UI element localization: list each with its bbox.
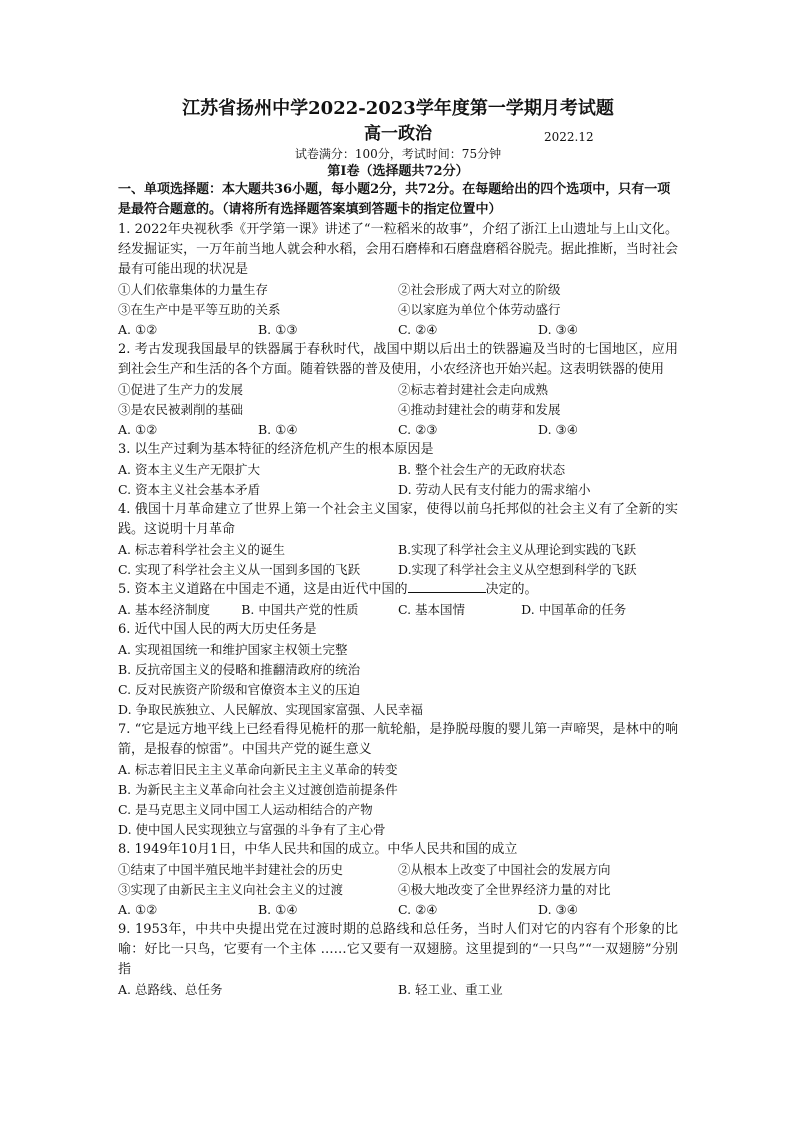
option-c: C. 基本国情	[397, 602, 466, 617]
question-stem: 7. “它是远方地平线上已经看得见桅杆的那一航轮船，是挣脱母腹的婴儿第一声啼哭，是林中的响箭，是报春的惊雷”。中国共产党的诞生意义	[118, 722, 678, 757]
statement: ②社会形成了两大对立的阶级	[398, 282, 561, 297]
question-stem: 8. 1949年10月1日，中华人民共和国的成立。中华人民共和国的成立	[118, 842, 518, 857]
option-c: C. 是马克思主义同中国工人运动相结合的产物	[118, 802, 373, 817]
statement: ④推动封建社会的萌芽和发展	[398, 402, 561, 417]
statement: ④极大地改变了全世界经济力量的对比	[398, 882, 611, 897]
option-d: D. ③④	[538, 902, 578, 917]
statement: ②从根本上改变了中国社会的发展方向	[398, 862, 611, 877]
option-d: D. 中国革命的任务	[521, 602, 627, 617]
option-a: A. 标志着旧民主主义革命向新民主主义革命的转变	[118, 762, 398, 777]
option-row	[118, 460, 678, 480]
statement: ③在生产中是平等互助的关系	[118, 302, 281, 317]
option-b: B. ①③	[258, 322, 298, 337]
option-a: A. ①②	[118, 422, 158, 437]
statement-row	[118, 300, 678, 320]
question-stem: 2. 考古发现我国最早的铁器属于春秋时代，战国中期以后出土的铁器遍及当时的七国地区，应用到社会生产和生活的各个方面。随着铁器的普及使用，小农经济也开始兴起。这表明铁器的使用	[118, 342, 678, 377]
option-b: B. 轻工业、重工业	[398, 982, 503, 997]
option-row	[118, 980, 678, 1000]
statement-row	[118, 860, 678, 880]
option-d: D. ③④	[538, 322, 578, 337]
option-b: B. 中国共产党的性质	[241, 602, 359, 617]
statement-row	[118, 380, 678, 400]
question-8	[118, 840, 678, 920]
option-a: A. 标志着科学社会主义的诞生	[118, 542, 285, 557]
option-a: A. ①②	[118, 902, 158, 917]
stem-before-blank: 5. 资本主义道路在中国走不通，这是由近代中国的	[118, 582, 408, 597]
option-d: D. 争取民族独立、人民解放、实现国家富强、人民幸福	[118, 702, 424, 717]
question-stem: 6. 近代中国人民的两大历史任务是	[118, 622, 317, 637]
option-b: B. 整个社会生产的无政府状态	[398, 462, 566, 477]
question-stem	[118, 580, 678, 600]
statement: ①人们依靠集体的力量生存	[118, 282, 269, 297]
option-row	[118, 540, 678, 560]
option-c: C. 资本主义社会基本矛盾	[118, 482, 261, 497]
question-4	[118, 500, 678, 580]
statement: ①促进了生产力的发展	[118, 382, 244, 397]
option-b: B. ①④	[258, 422, 298, 437]
statement: ③是农民被剥削的基础	[118, 402, 244, 417]
statement-row	[118, 400, 678, 420]
question-stem: 3. 以生产过剩为基本特征的经济危机产生的根本原因是	[118, 442, 434, 457]
option-d: D. 使中国人民实现独立与富强的斗争有了主心骨	[118, 822, 386, 837]
question-9	[118, 920, 678, 1000]
option-c: C. ②③	[398, 422, 438, 437]
option-row	[118, 560, 678, 580]
option-row	[118, 420, 678, 440]
option-d: D. 劳动人民有支付能力的需求缩小	[398, 482, 591, 497]
answer-blank	[408, 580, 486, 593]
option-c: C. ②④	[398, 322, 438, 337]
option-c: C. ②④	[398, 902, 438, 917]
statement: ①结束了中国半殖民地半封建社会的历史	[118, 862, 344, 877]
statement: ④以家庭为单位个体劳动盛行	[398, 302, 561, 317]
option-a: A. 总路线、总任务	[118, 982, 223, 997]
exam-subject: 高一政治	[364, 124, 432, 144]
option-d: D.实现了科学社会主义从空想到科学的飞跃	[398, 562, 637, 577]
option-a: A. 基本经济制度	[118, 602, 210, 617]
option-row	[118, 320, 678, 340]
option-row	[118, 600, 678, 620]
statement: ②标志着封建社会走向成熟	[398, 382, 549, 397]
question-7	[118, 720, 678, 840]
section-heading: 一、单项选择题：本大题共36小题，每小题2分，共72分。在每题给出的四个选项中，只有一项是最符合题意的。（请将所有选择题答案填到答题卡的指定位置中）	[118, 182, 671, 217]
exam-title: 江苏省扬州中学2022-2023学年度第一学期月考试题	[182, 98, 614, 119]
exam-content	[118, 96, 678, 1000]
stem-after-blank: 决定的。	[485, 582, 538, 597]
part-title: 第Ⅰ卷（选择题共72分）	[327, 164, 469, 179]
option-a: A. ①②	[118, 322, 158, 337]
statement-row	[118, 280, 678, 300]
option-row	[118, 480, 678, 500]
option-b: B. 为新民主主义革命向社会主义过渡创造前提条件	[118, 782, 398, 797]
option-a: A. 实现祖国统一和维护国家主权领土完整	[118, 642, 348, 657]
exam-info: 试卷满分：100分，考试时间：75分钟	[294, 147, 502, 161]
question-3	[118, 440, 678, 500]
option-c: C. 反对民族资产阶级和官僚资本主义的压迫	[118, 682, 361, 697]
option-d: D. ③④	[538, 422, 578, 437]
question-1	[118, 220, 678, 340]
question-2	[118, 340, 678, 440]
question-6	[118, 620, 678, 720]
exam-subject-line	[118, 122, 678, 146]
option-row	[118, 900, 678, 920]
statement-row	[118, 880, 678, 900]
question-stem: 9. 1953年，中共中央提出党在过渡时期的总路线和总任务，当时人们对它的内容有个形象的比喻：好比一只鸟，它要有一个主体 ……它又要有一双翅膀。这里提到的“一只鸟”“一双翅膀”分别指	[118, 922, 678, 977]
question-stem: 4. 俄国十月革命建立了世界上第一个社会主义国家，使得以前乌托邦似的社会主义有了全新的实践。这说明十月革命	[118, 502, 678, 537]
question-stem: 1. 2022年央视秋季《开学第一课》讲述了“一粒稻米的故事”，介绍了浙江上山遗址与上山文化。经发掘证实，一万年前当地人就会种水稻，会用石磨棒和石磨盘磨稻谷脱壳。据此推断，当时社会最有可能出现的状况是	[118, 222, 678, 277]
option-b: B. 反抗帝国主义的侵略和推翻清政府的统治	[118, 662, 361, 677]
option-c: C. 实现了科学社会主义从一国到多国的飞跃	[118, 562, 361, 577]
option-b: B.实现了科学社会主义从理论到实践的飞跃	[398, 542, 637, 557]
statement: ③实现了由新民主主义向社会主义的过渡	[118, 882, 344, 897]
option-a: A. 资本主义生产无限扩大	[118, 462, 260, 477]
option-b: B. ①④	[258, 902, 298, 917]
exam-date: 2022.12	[544, 130, 594, 144]
question-5	[118, 580, 678, 620]
